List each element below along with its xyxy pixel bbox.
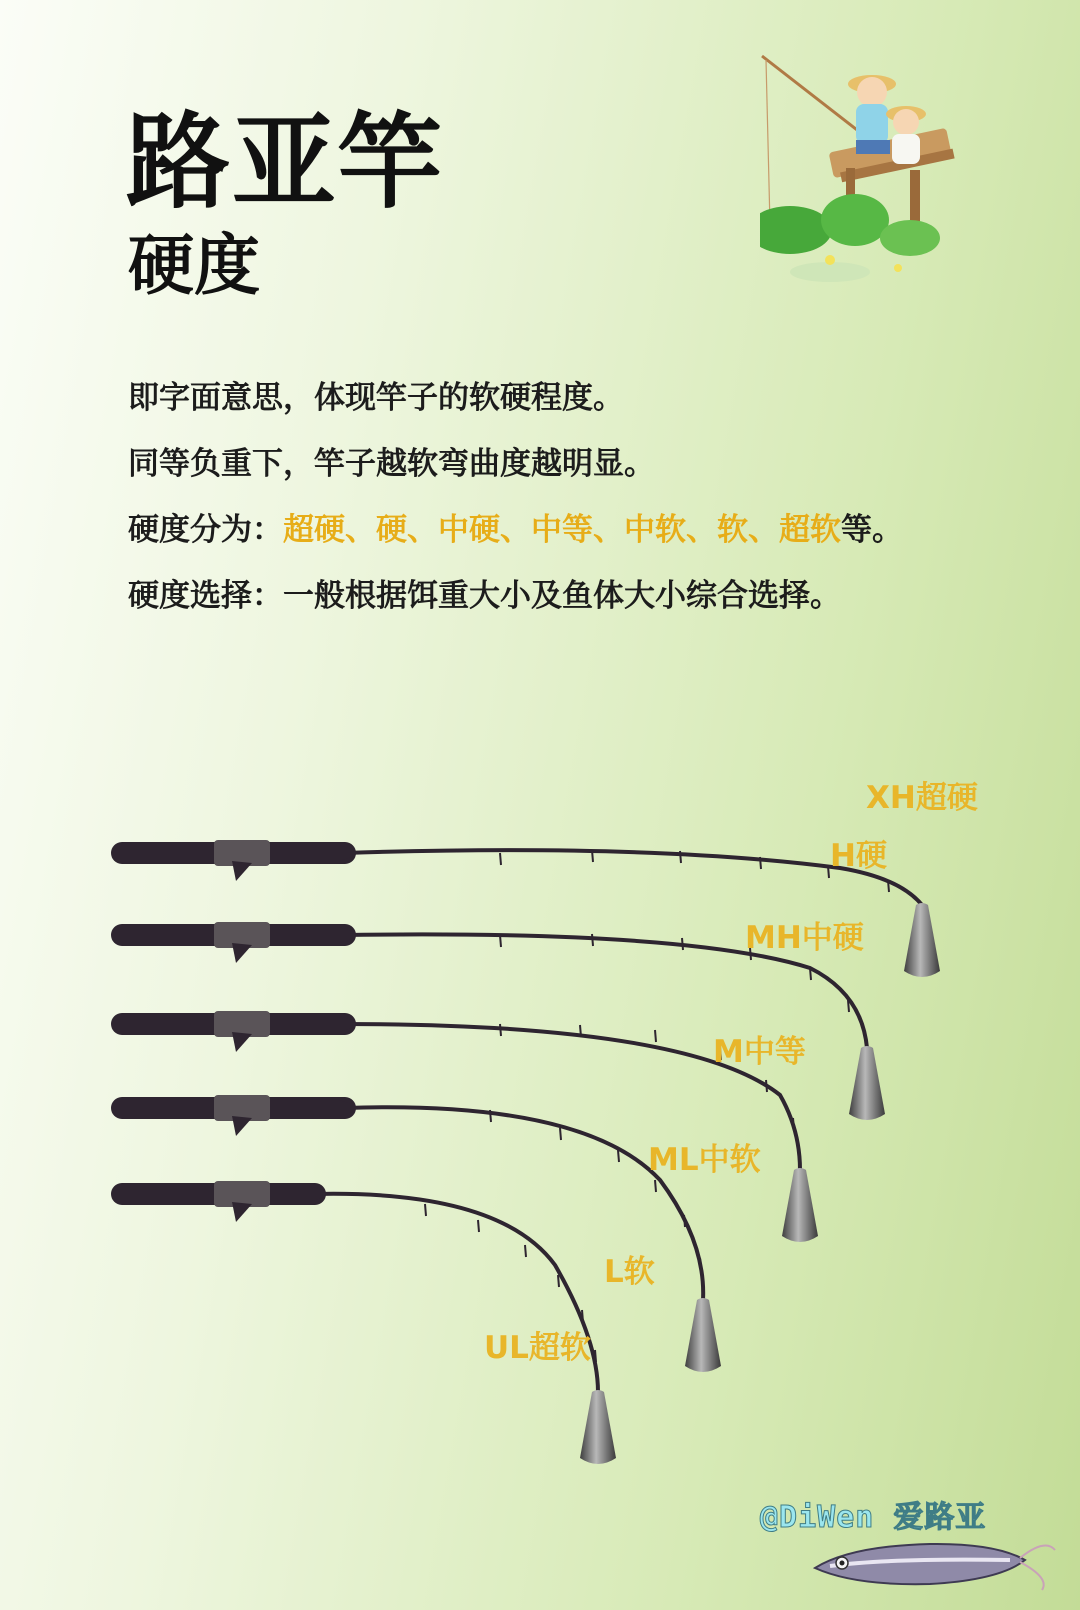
rod-5 xyxy=(122,1181,616,1464)
rod-guide xyxy=(682,938,683,950)
sinker-weight xyxy=(849,1046,885,1120)
rod-label-xh: XH超硬 xyxy=(866,780,978,816)
rod-guide xyxy=(525,1245,526,1257)
rod-label-m: M中等 xyxy=(713,1034,806,1070)
watermark: @DiWen 爱路亚 xyxy=(760,1500,987,1535)
grade-xh: 超硬 xyxy=(283,512,345,548)
rod-4 xyxy=(122,1095,721,1372)
rod-guide xyxy=(828,866,829,878)
grade-ml: 中软 xyxy=(624,512,686,548)
rod-guide xyxy=(560,1128,561,1140)
rod-guide xyxy=(478,1220,479,1232)
rod-guide xyxy=(655,1030,656,1042)
rod-guide xyxy=(793,1118,794,1130)
rod-bending-diagram xyxy=(0,760,1080,1500)
rod-guide xyxy=(810,968,811,980)
rod-trigger xyxy=(232,861,252,881)
rod-trigger xyxy=(232,943,252,963)
rod-guide xyxy=(592,850,593,862)
rod-trigger xyxy=(232,1032,252,1052)
description-line-meaning: 即字面意思，体现竿子的软硬程度。 xyxy=(128,380,624,416)
rod-guide xyxy=(766,1080,767,1092)
rod-guide xyxy=(558,1275,559,1287)
sinker-weight xyxy=(782,1168,818,1242)
rod-trigger xyxy=(232,1116,252,1136)
grade-m: 中等 xyxy=(531,512,593,548)
description xyxy=(128,375,1028,639)
rod-guide xyxy=(582,1310,583,1322)
page-title: 路亚竿 xyxy=(126,101,445,223)
rod-guide xyxy=(848,1000,849,1012)
rod-trigger xyxy=(232,1202,252,1222)
rod-guide xyxy=(684,1215,685,1227)
rod-guide xyxy=(500,1024,501,1036)
rod-guide xyxy=(580,1025,581,1037)
sinker-weight xyxy=(904,903,940,977)
grades-prefix: 硬度分为： xyxy=(128,512,283,548)
fishing-kids-illustration xyxy=(760,50,970,300)
rod-guide xyxy=(760,857,761,869)
grade-mh: 中硬 xyxy=(438,512,500,548)
description-line-bending: 同等负重下，竿子越软弯曲度越明显。 xyxy=(128,446,655,482)
rod-guide xyxy=(500,935,501,947)
description-line-selection: 硬度选择：一般根据饵重大小及鱼体大小综合选择。 xyxy=(128,578,841,614)
rod-guide xyxy=(618,1150,619,1162)
grades-suffix: 等。 xyxy=(841,512,903,548)
rod-guide xyxy=(700,1258,701,1270)
rod-guide xyxy=(592,934,593,946)
grade-l: 软 xyxy=(717,512,748,548)
sinker-weight xyxy=(580,1390,616,1464)
rod-guide xyxy=(500,853,501,865)
rod-1 xyxy=(122,840,940,977)
rod-label-l: L软 xyxy=(604,1254,655,1290)
rod-label-mh: MH中硬 xyxy=(745,920,864,956)
rod-label-ml: ML中软 xyxy=(648,1142,761,1178)
rod-guide xyxy=(888,880,889,892)
rod-guide xyxy=(425,1204,426,1216)
sinker-weight xyxy=(685,1298,721,1372)
rod-guide xyxy=(595,1350,596,1362)
page-subtitle: 硬度 xyxy=(128,227,260,304)
rod-guide xyxy=(490,1110,491,1122)
description-line-grades: 硬度分为：超硬、硬、中硬、中等、中软、软、超软等。 xyxy=(128,512,903,548)
lure-icon xyxy=(810,1528,1060,1598)
rod-guide xyxy=(680,851,681,863)
grade-h: 硬 xyxy=(376,512,407,548)
rod-guide xyxy=(655,1180,656,1192)
grade-ul: 超软 xyxy=(779,512,841,548)
rod-label-h: H硬 xyxy=(830,838,887,874)
rod-label-ul: UL超软 xyxy=(484,1330,591,1366)
